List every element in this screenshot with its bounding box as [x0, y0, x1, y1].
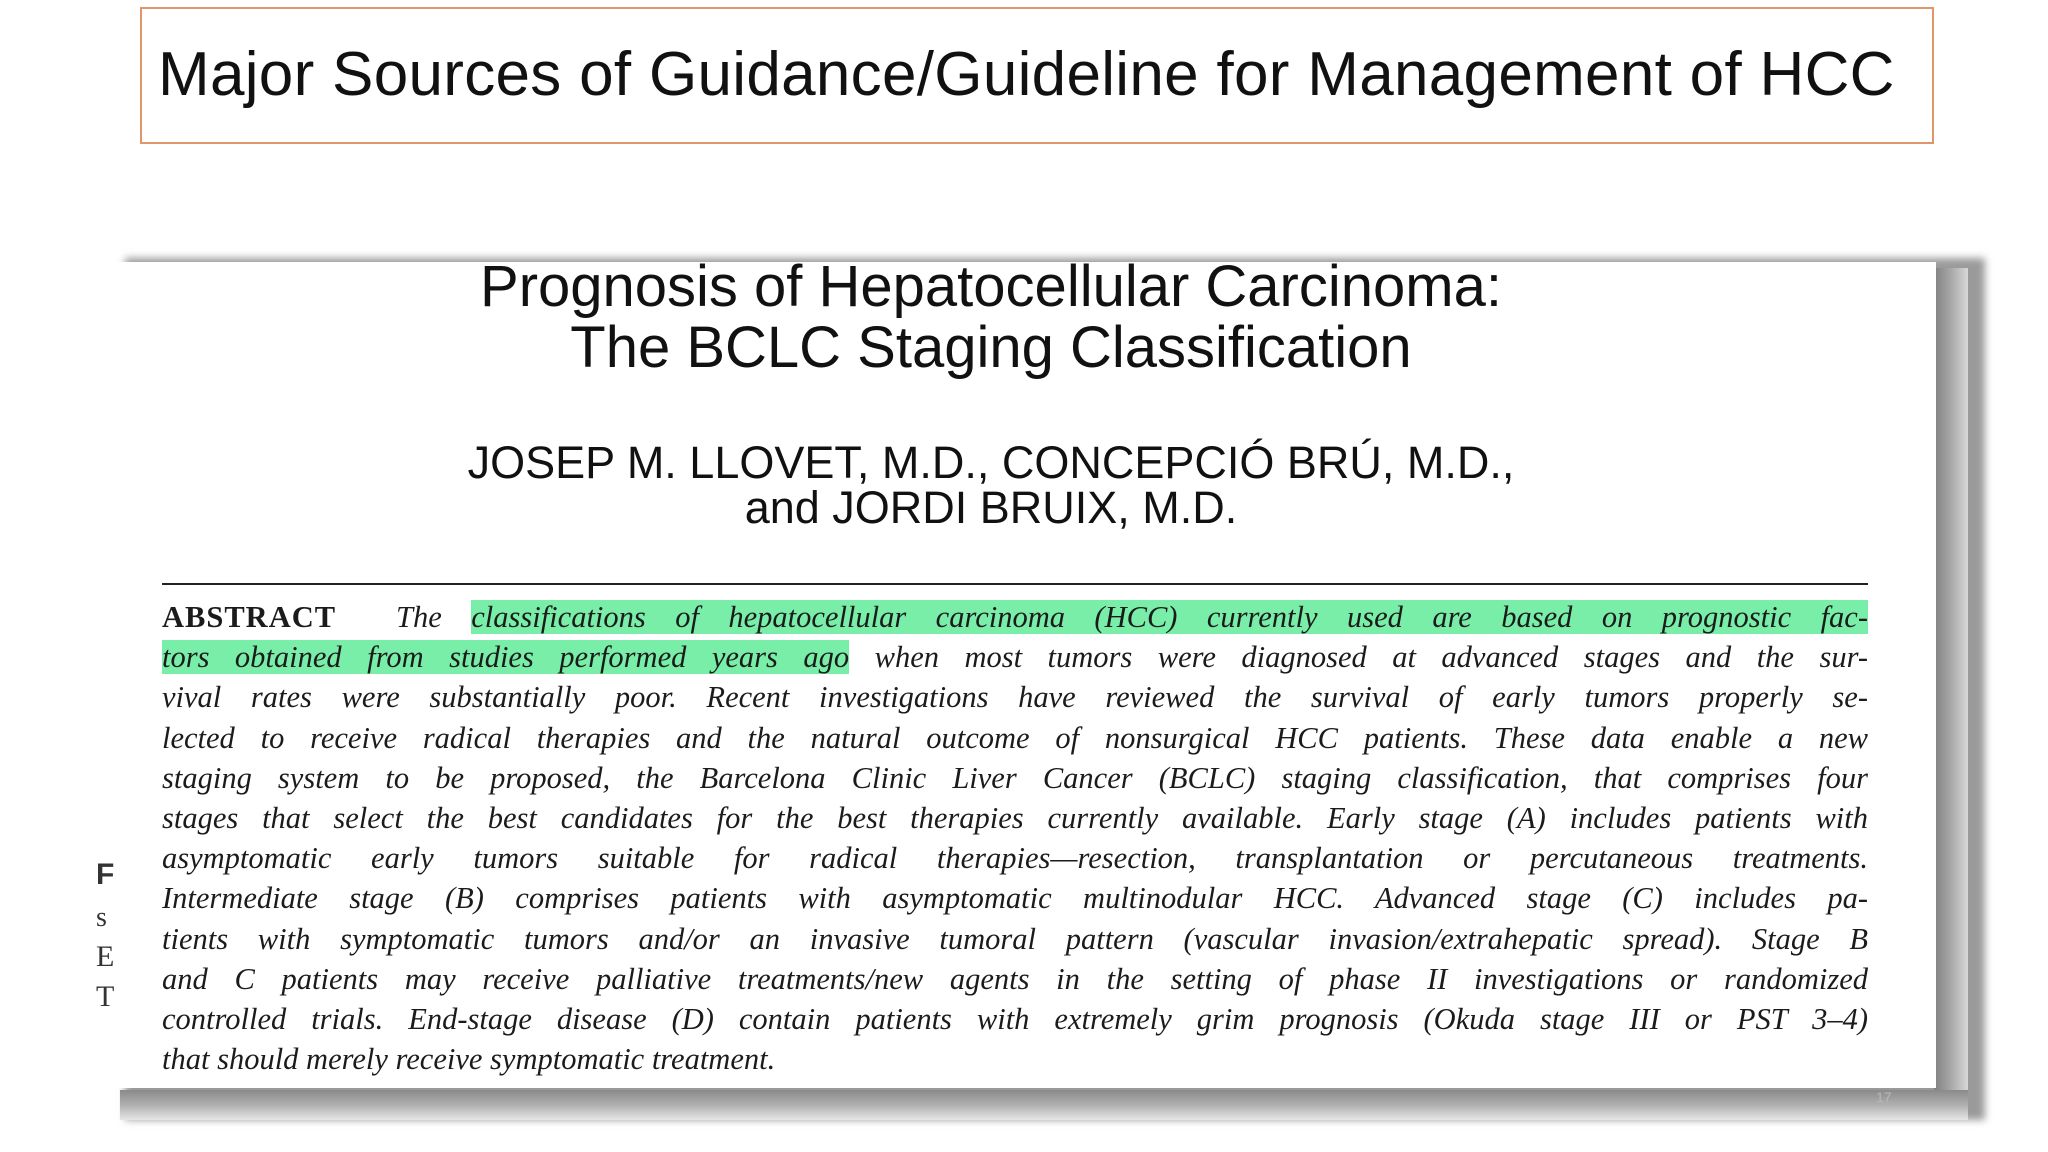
clipped-letter: F	[96, 858, 115, 891]
abstract-line: that should merely receive symptomatic treatment.	[162, 1042, 776, 1077]
abstract-line: vival rates were substantially poor. Recent investigations have reviewed the survival of early tumors properly se-	[162, 680, 1868, 715]
abstract-line: controlled trials. End-stage disease (D) contain patients with extremely grim prognosis (Okuda stage III or PST 3–4)	[162, 1002, 1868, 1036]
abstract-line: and C patients may receive palliative treatments/new agents in the setting of phase II investigations or randomized	[162, 961, 1868, 996]
clipped-letter: E	[96, 940, 115, 973]
abstract-line: asymptomatic early tumors suitable for radical therapies—resection, transplantation or percutaneous treatments.	[162, 841, 1868, 876]
abstract-line: lected to receive radical therapies and the natural outcome of nonsurgical HCC patients. These data enable a new	[162, 720, 1868, 755]
abstract-line: tors obtained from studies performed years ago when most tumors were diagnosed at advanced stages and the sur-	[162, 640, 1868, 675]
clipped-letter: T	[96, 980, 115, 1013]
paper-shadow-right	[1934, 268, 1968, 1094]
authors-line-1: JOSEP M. LLOVET, M.D., CONCEPCIÓ BRÚ, M.D.,	[467, 437, 1515, 488]
abstract-line: staging system to be proposed, the Barcelona Clinic Liver Cancer (BCLC) staging classification, that comprises four	[162, 760, 1868, 795]
abstract-label: ABSTRACT	[162, 600, 337, 634]
paper-title-line-1: Prognosis of Hepatocellular Carcinoma:	[480, 254, 1502, 319]
slide-title-box	[140, 7, 1934, 144]
paper-excerpt-image	[116, 254, 1936, 1088]
highlighted-text: classifications of hepatocellular carcinoma (HCC) currently used are based on prognostic fac-	[471, 600, 1869, 634]
authors-line-2: and JORDI BRUIX, M.D.	[744, 482, 1238, 533]
slide-title: Major Sources of Guidance/Guideline for Management of HCC	[158, 40, 1895, 109]
paper-title-line-2: The BCLC Staging Classification	[570, 315, 1412, 380]
abstract-line: ABSTRACT The classifications of hepatocellular carcinoma (HCC) currently used are based on prognostic fac-	[162, 600, 1869, 634]
abstract-line: tients with symptomatic tumors and/or an invasive tumoral pattern (vascular invasion/extrahepatic spread). Stage B	[162, 921, 1868, 956]
slide-page-number: 17	[1876, 1089, 1892, 1105]
abstract-line: stages that select the best candidates for the best therapies currently available. Early stage (A) includes patients with	[162, 801, 1868, 835]
clipped-letter: s	[96, 902, 107, 933]
abstract-divider	[162, 583, 1868, 585]
abstract-line: Intermediate stage (B) comprises patients with asymptomatic multinodular HCC. Advanced stage (C) includes pa-	[162, 881, 1868, 916]
paper-shadow-bottom	[120, 1090, 1968, 1120]
highlighted-text: tors obtained from studies performed years ago	[162, 640, 850, 675]
